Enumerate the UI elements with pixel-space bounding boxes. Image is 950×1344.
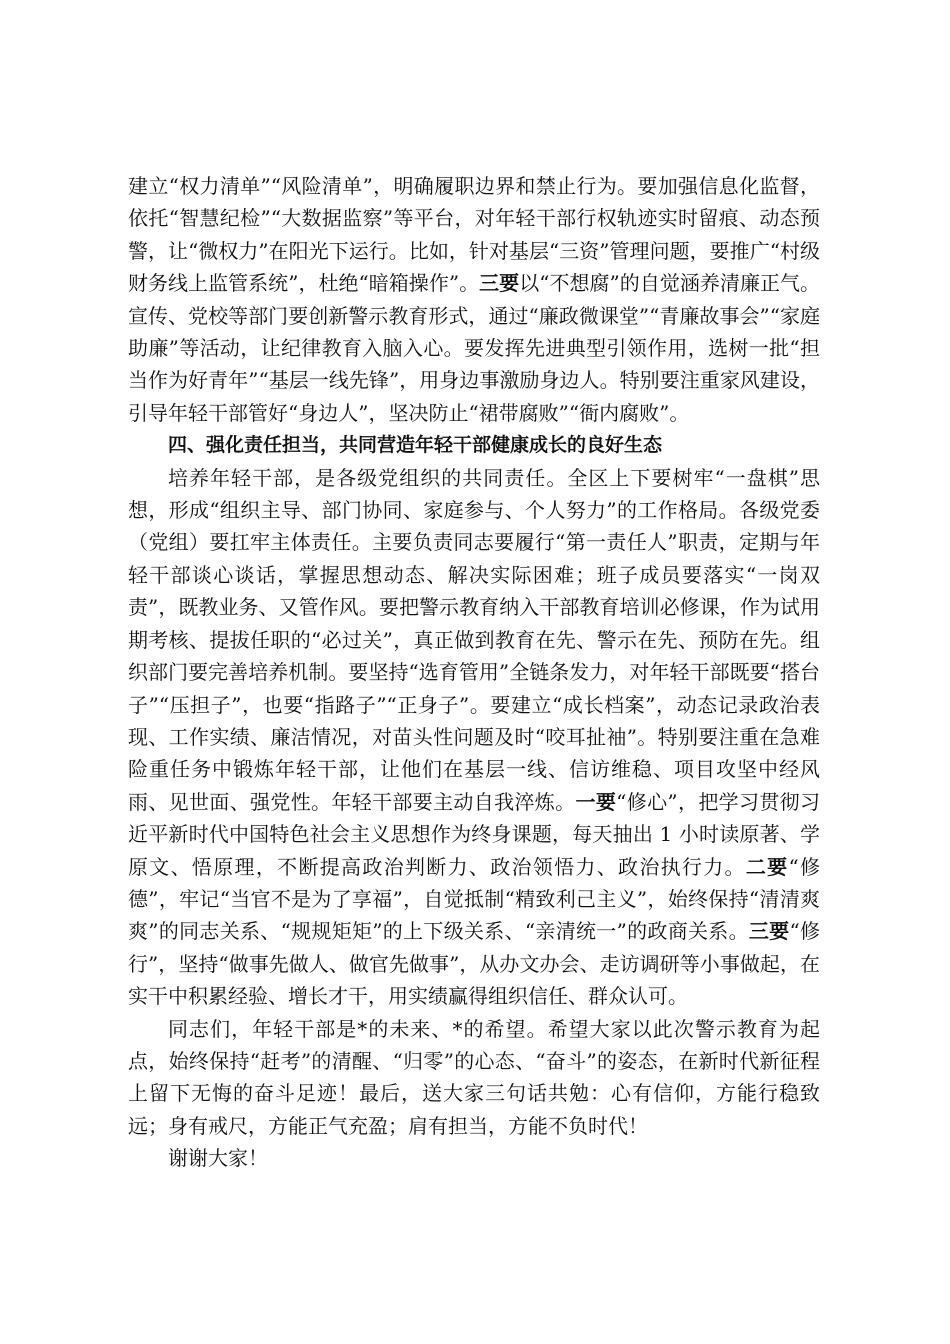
- paragraph-closing: 同志们，年轻干部是*的未来、*的希望。希望大家以此次警示教育为起点，始终保持“赶考”的清醒、“归零”的心态、“奋斗”的姿态，在新时代新征程上留下无悔的奋斗足迹！最后，送大家三句话共勉：心有信仰，方能行稳致远；身有戒尺，方能正气充盈；肩有担当，方能不负时代！: [128, 1016, 820, 1138]
- paragraph-text: “修行”，坚持“做事先做人、做官先做事”，从办文办会、走访调研等小事做起，在实干中积累经验、增长才干，用实绩赢得组织信任、群众认可。: [128, 919, 821, 1009]
- paragraph-thanks: 谢谢大家！: [168, 1146, 268, 1171]
- bold-marker: 一要: [575, 789, 617, 814]
- paragraph-text: 建立“权力清单”“风险清单”，明确履职边界和禁止行为。要加强信息化监督，依托“智慧纪检”“大数据监察”等平台，对年轻干部行权轨迹实时留痕、动态预警，让“微权力”在阳光下运行。比如，针对基层“三资”管理问题，要推广“村级财务线上监管系统”，杜绝“暗箱操作”。: [128, 174, 820, 296]
- paragraph-text: 以“不想腐”的自觉涵养清廉正气。宣传、党校等部门要创新警示教育形式，通过“廉政微课堂”“青廉故事会”“家庭助廉”等活动，让纪律教育入脑入心。要发挥先进典型引领作用，选树一批“担当作为好青年”“基层一线先锋”，用身边事激励身边人。特别要注重家风建设，引导年轻干部管好“身边人”，坚决防止“裙带腐败”“衙内腐败”。: [128, 271, 821, 425]
- paragraph-text: “修心”，把学习贯彻习近平新时代中国特色社会主义思想作为终身课题，每天抽出 1 小时读原著、学原文、悟原理，不断提高政治判断力、政治领悟力、政治执行力。: [128, 789, 821, 879]
- bold-marker: 三要: [748, 919, 790, 944]
- paragraph-responsibility: [128, 462, 820, 1013]
- bold-marker: 三要: [479, 271, 520, 296]
- bold-marker: 二要: [745, 854, 789, 879]
- section-heading: 四、强化责任担当，共同营造年轻干部健康成长的良好生态: [168, 434, 663, 457]
- paragraph-text: 培养年轻干部，是各级党组织的共同责任。全区上下要树牢“一盘棋”思想，形成“组织主导、部门协同、家庭参与、个人努力”的工作格局。各级党委（党组）要扛牢主体责任。主要负责同志要履行“第一责任人”职责，定期与年轻干部谈心谈话，掌握思想动态、解决实际困难；班子成员要落实“一岗双责”，既教业务、又管作风。要把警示教育纳入干部教育培训必修课，作为试用期考核、提拔任职的“必过关”，真正做到教育在先、警示在先、预防在先。组织部门要完善培养机制。要坚持“选育管用”全链条发力，对年轻干部既要“搭台子”“压担子”，也要“指路子”“正身子”。要建立“成长档案”，动态记录政治表现、工作实绩、廉洁情况，对苗头性问题及时“咬耳扯袖”。特别要注重在急难险重任务中锻炼年轻干部，让他们在基层一线、信访维稳、项目攻坚中经风雨、见世面、强党性。年轻干部要主动自我淬炼。: [128, 465, 820, 814]
- paragraph-supervision: [128, 170, 820, 429]
- paragraph-text: “修德”，牢记“当官不是为了享福”，自觉抵制“精致利己主义”，始终保持“清清爽爽”的同志关系、“规规矩矩”的上下级关系、“亲清统一”的政商关系。: [128, 854, 821, 944]
- document-body: [128, 170, 820, 1175]
